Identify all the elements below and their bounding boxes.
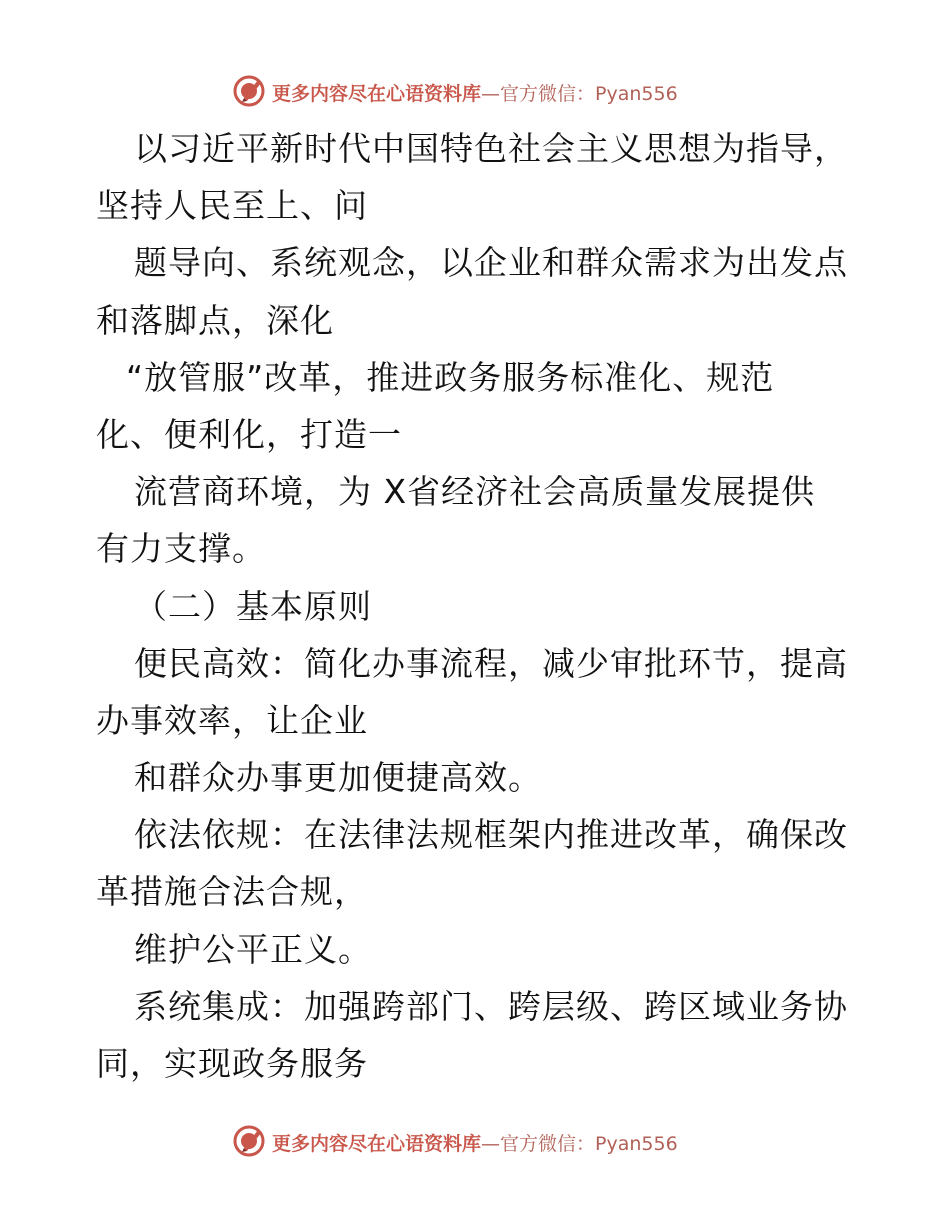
footer-banner-text <box>272 1129 678 1156</box>
pen-logo-icon <box>232 74 266 108</box>
paragraph-line: 流营商环境，为 X省经济社会高质量发展提供 <box>134 472 816 512</box>
header-banner-text <box>272 79 678 106</box>
paragraph-line: 以习近平新时代中国特色社会主义思想为指导， <box>134 129 848 168</box>
paragraph-line: 同，实现政务服务 <box>96 1044 368 1083</box>
paragraph-line: 题导向、系统观念，以企业和群众需求为出发点 <box>134 243 848 283</box>
paragraph-line: 坚持人民至上、问 <box>96 186 368 226</box>
paragraph-line: “放管服”改革，推进政务服务标准化、规范 <box>126 357 775 397</box>
footer-banner <box>0 1120 950 1160</box>
paragraph-line: 和群众办事更加便捷高效。 <box>134 758 542 798</box>
header-banner-sub: —官方微信：Pyan556 <box>481 83 678 105</box>
header-banner <box>0 70 950 110</box>
paragraph-line: 系统集成：加强跨部门、跨层级、跨区域业务协 <box>134 986 848 1026</box>
paragraph-line: 和落脚点，深化 <box>96 300 334 340</box>
paragraph-line: 维护公平正义。 <box>134 929 372 969</box>
paragraph-line: 办事效率，让企业 <box>96 700 368 740</box>
paragraph-line: 依法依规：在法律法规框架内推进改革，确保改 <box>134 815 848 855</box>
footer-banner-sub: —官方微信：Pyan556 <box>481 1133 678 1155</box>
section-heading: （二）基本原则 <box>134 586 372 626</box>
paragraph-line: 便民高效：简化办事流程，减少审批环节，提高 <box>134 643 848 683</box>
footer-banner-main: 更多内容尽在心语资料库 <box>272 1133 482 1155</box>
paragraph-line: 革措施合法合规， <box>96 872 368 912</box>
document-body <box>96 120 876 1092</box>
paragraph-line: 有力支撑。 <box>96 529 266 569</box>
paragraph-line: 化、便利化，打造一 <box>96 414 402 454</box>
pen-logo-icon <box>232 1124 266 1158</box>
header-banner-main: 更多内容尽在心语资料库 <box>272 83 482 105</box>
